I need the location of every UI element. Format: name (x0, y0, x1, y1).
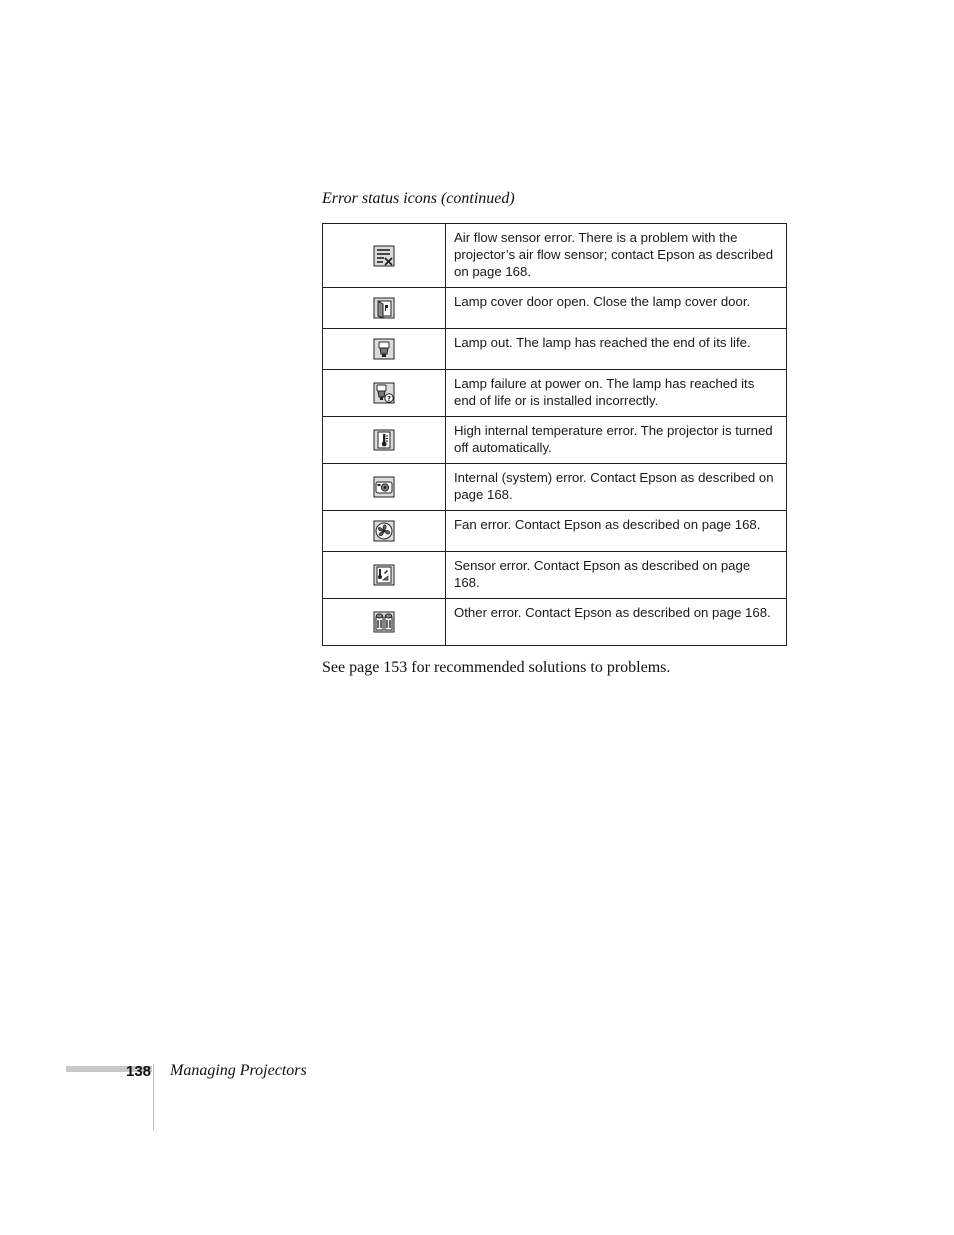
row-description: Lamp failure at power on. The lamp has reached its end of life or is installed incorrectly. (446, 370, 787, 417)
table-row (323, 224, 787, 288)
internal-error-icon (373, 476, 395, 498)
table-caption: Error status icons (continued) (322, 190, 515, 207)
table-row (323, 464, 787, 511)
solutions-note: See page 153 for recommended solutions to problems. (322, 659, 671, 676)
table-row (323, 599, 787, 646)
other-error-icon (373, 611, 395, 633)
page-number: 138 (126, 1063, 152, 1080)
lamp-out-icon (373, 338, 395, 360)
sensor-error-icon (373, 564, 395, 586)
lamp-cover-open-icon (373, 297, 395, 319)
table-row (323, 552, 787, 599)
row-description: Lamp cover door open. Close the lamp cover door. (446, 288, 787, 329)
table-row (323, 288, 787, 329)
lamp-failure-icon (373, 382, 395, 404)
row-description: Internal (system) error. Contact Epson as described on page 168. (446, 464, 787, 511)
row-description: Air flow sensor error. There is a problem with the projector’s air flow sensor; contact Epson as described on page 168. (446, 224, 787, 288)
svg-text:?: ? (386, 395, 392, 403)
air-flow-sensor-error-icon (373, 245, 395, 267)
row-description: Fan error. Contact Epson as described on page 168. (446, 511, 787, 552)
row-description: Lamp out. The lamp has reached the end of its life. (446, 329, 787, 370)
section-title: Managing Projectors (170, 1062, 307, 1079)
row-description: High internal temperature error. The projector is turned off automatically. (446, 417, 787, 464)
row-description: Other error. Contact Epson as described on page 168. (446, 599, 787, 646)
fan-error-icon (373, 520, 395, 542)
footer-divider (153, 1064, 154, 1130)
table-row (323, 511, 787, 552)
error-status-table (322, 223, 787, 646)
table-row (323, 370, 787, 417)
table-row (323, 417, 787, 464)
row-description: Sensor error. Contact Epson as described on page 168. (446, 552, 787, 599)
high-temperature-icon (373, 429, 395, 451)
table-row (323, 329, 787, 370)
